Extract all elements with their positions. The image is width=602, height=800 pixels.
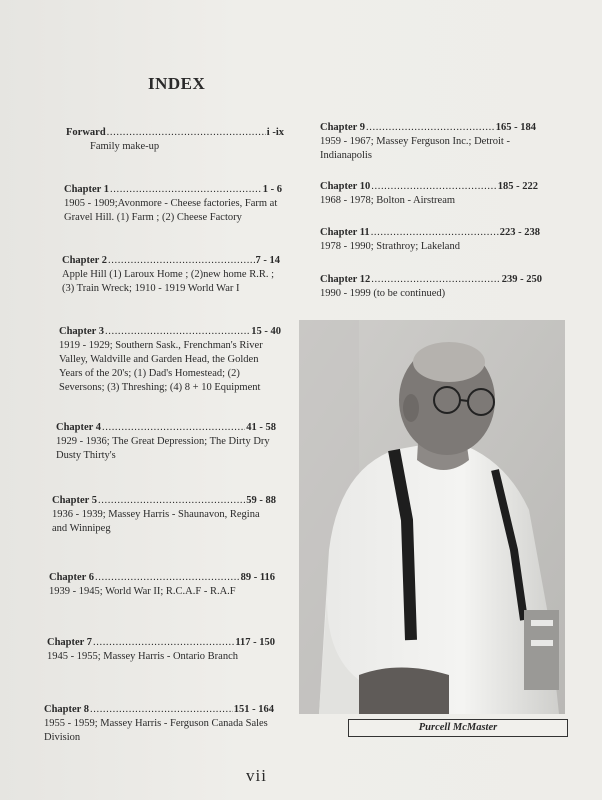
entry-label: Chapter 7 xyxy=(47,637,93,648)
entry-label: Chapter 10 xyxy=(320,181,371,192)
portrait-photo xyxy=(299,320,565,714)
entry-label: Chapter 4 xyxy=(56,422,102,433)
index-entry-chapter-8 xyxy=(44,703,274,745)
entry-pages: 15 - 40 xyxy=(251,326,281,337)
entry-label: Chapter 5 xyxy=(52,495,98,506)
index-entry-chapter-12 xyxy=(320,273,542,301)
index-entry-forward xyxy=(66,126,284,154)
entry-description: 1939 - 1945; World War II; R.C.A.F - R.A.F xyxy=(49,586,236,597)
entry-label: Chapter 11 xyxy=(320,227,370,238)
entry-description: 1919 - 1929; Southern Sask., Frenchman's River Valley, Waldville and Garden Head, the Golden Years of the 20's; (1) Dad's Homestead; (2) Seversons; (3) Threshing; (4) 8 + 10 Equipment xyxy=(59,340,263,393)
page-number: vii xyxy=(246,766,267,785)
entry-label: Chapter 9 xyxy=(320,122,366,133)
entry-description: 1936 - 1939; Massey Harris - Shaunavon, Regina and Winnipeg xyxy=(52,509,260,534)
entry-pages: 165 - 184 xyxy=(495,122,536,133)
entry-pages: 117 - 150 xyxy=(235,637,275,648)
entry-pages: 185 - 222 xyxy=(497,181,538,192)
entry-label: Chapter 2 xyxy=(62,255,108,266)
entry-label: Chapter 12 xyxy=(320,274,371,285)
entry-pages: 41 - 58 xyxy=(246,422,276,433)
index-title: INDEX xyxy=(148,74,206,93)
entry-label: Chapter 3 xyxy=(59,326,105,337)
entry-pages: 239 - 250 xyxy=(501,274,542,285)
entry-description: Family make-up xyxy=(90,141,160,152)
entry-description: 1990 - 1999 (to be continued) xyxy=(320,288,446,299)
entry-pages: 223 - 238 xyxy=(499,227,540,238)
index-entry-chapter-4 xyxy=(56,421,276,463)
entry-description: Apple Hill (1) Laroux Home ; (2)new home R.R. ;(3) Train Wreck; 1910 - 1919 World War I xyxy=(62,269,274,294)
index-entry-chapter-7 xyxy=(47,636,275,664)
entry-description: 1968 - 1978; Bolton - Airstream xyxy=(320,195,456,206)
entry-description: 1978 - 1990; Strathroy; Lakeland xyxy=(320,241,460,252)
index-entry-chapter-10 xyxy=(320,180,538,208)
entry-description: 1955 - 1959; Massey Harris - Ferguson Canada Sales Division xyxy=(44,718,268,743)
entry-pages: i -ix xyxy=(266,127,284,138)
index-entry-chapter-11 xyxy=(320,226,540,254)
photo-caption: Purcell McMaster xyxy=(348,719,568,737)
portrait-illustration xyxy=(299,320,565,714)
entry-label: Forward xyxy=(66,127,106,138)
entry-pages: 151 - 164 xyxy=(233,704,274,715)
entry-pages: 7 - 14 xyxy=(255,255,280,266)
index-entry-chapter-3 xyxy=(59,325,281,395)
index-entry-chapter-5 xyxy=(52,494,276,536)
index-entry-chapter-2 xyxy=(62,254,280,296)
entry-label: Chapter 1 xyxy=(64,184,110,195)
entry-description: 1905 - 1909;Avonmore - Cheese factories, Farm at Gravel Hill. (1) Farm ; (2) Cheese Factory xyxy=(64,198,278,223)
entry-pages: 59 - 88 xyxy=(246,495,276,506)
entry-pages: 89 - 116 xyxy=(240,572,275,583)
entry-description: 1929 - 1936; The Great Depression; The Dirty Dry Dusty Thirty's xyxy=(56,436,270,461)
entry-label: Chapter 6 xyxy=(49,572,95,583)
entry-description: 1945 - 1955; Massey Harris - Ontario Branch xyxy=(47,651,238,662)
index-entry-chapter-1 xyxy=(64,183,282,225)
entry-description: 1959 - 1967; Massey Ferguson Inc.; Detroit - Indianapolis xyxy=(320,136,510,161)
index-entry-chapter-6 xyxy=(49,571,275,599)
index-entry-chapter-9 xyxy=(320,121,536,163)
entry-pages: 1 - 6 xyxy=(262,184,282,195)
entry-label: Chapter 8 xyxy=(44,704,90,715)
